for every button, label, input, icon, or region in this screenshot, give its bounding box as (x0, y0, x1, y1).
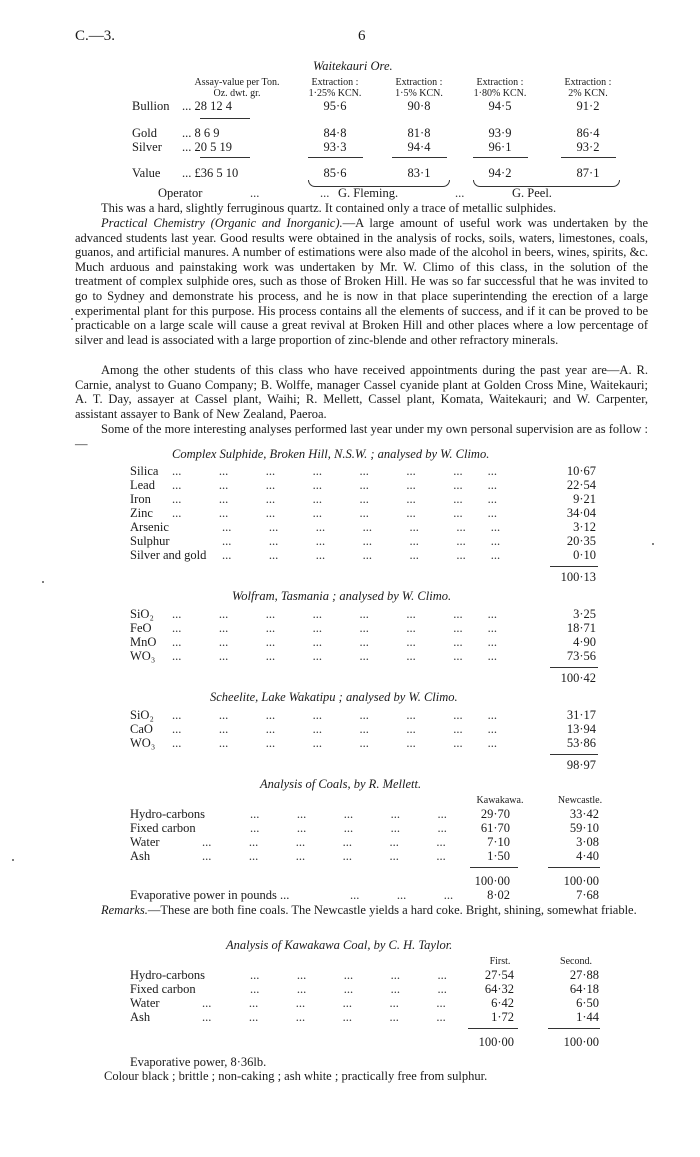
practical-heading: Practical Chemistry (Organic and Inorganic). (101, 216, 343, 230)
divider (473, 157, 528, 158)
leader-dots: ... ... ... ... ... ... (202, 835, 446, 849)
leader-dots: ... ... ... ... ... ... ... ... (172, 464, 497, 478)
leader-dots: ... ... ... ... ... ... ... ... (172, 649, 497, 663)
leader-dots: ... ... ... ... ... ... (202, 996, 446, 1010)
cell-value: 3·08 (576, 835, 599, 849)
leader-dots: ... ... ... ... ... (250, 968, 447, 982)
margin-mark (12, 859, 14, 861)
col-header-ext3: Extraction : 1·80% KCN. (473, 77, 527, 99)
row-value: 34·04 (566, 506, 596, 520)
cell-value: 94·2 (488, 166, 512, 180)
total-value: 98·97 (566, 758, 596, 772)
practical-text: —A large amount of useful work was undertaken by the advanced students last year. Good results were obtained in the analysis of rocks, soils, waters, limestones, coals, guanos, and artificial manures. A number of estimations were also made of the alcohol in beers, wines, spirits, &c. Much arduous and painstaking work was undertaken by Mr. W. Climo of this class, in the solution of the treatment of complex sulphide ores, such as those of Broken Hill. He was so far successful that he was invited to go to Sydney and demonstrate his process, and he is now in that place superintending the erection of a large experimental plant for this purpose. His process contains all the elements of success, and if it can be proved to be practicable on a large scale will cause a great revival at Broken Hill and other places where a low percentage of silver and lead is associated with a large proportion of zinc-blende and other refractory minerals. (75, 216, 648, 347)
cell-value: 85·6 (323, 166, 347, 180)
cell-value: 83·1 (407, 166, 431, 180)
total-value: 100·00 (563, 874, 599, 888)
divider (200, 118, 250, 119)
cell-value: 61·70 (480, 821, 510, 835)
col-header-ext4: Extraction : 2% KCN. (564, 77, 612, 99)
remarks-text: —These are both fine coals. The Newcastle yields a hard coke. Bright, shining, somewhat friable. (147, 903, 637, 917)
col-header-second: Second. (560, 956, 592, 967)
divider (200, 157, 250, 158)
cell-value: 64·18 (569, 982, 599, 996)
cell-value: 4·40 (576, 849, 599, 863)
cell-value: 90·8 (407, 99, 431, 113)
cell-value: 87·1 (576, 166, 600, 180)
leader-dots: ... ... ... ... ... ... ... (222, 520, 501, 534)
waitekauri-title: Waitekauri Ore. (313, 59, 393, 73)
cell-value: 86·4 (576, 126, 600, 140)
remarks-heading: Remarks. (101, 903, 148, 917)
leader-dots: ... (250, 186, 260, 200)
divider (550, 754, 598, 755)
col-header-first: First. (489, 956, 511, 967)
row-label: Fixed carbon (130, 982, 196, 996)
row-value: 22·54 (566, 478, 596, 492)
row-label: Value (132, 166, 161, 180)
row-value: 10·67 (566, 464, 596, 478)
evaporative-value: 8·02 (487, 888, 510, 902)
kawakawa-colour: Colour black ; brittle ; non-caking ; ash white ; practically free from sulphur. (104, 1069, 488, 1083)
row-label: Water (130, 996, 160, 1010)
col-header-ext1: Extraction : 1·25% KCN. (308, 77, 362, 99)
cell-value: 7·10 (487, 835, 510, 849)
leader-dots: ... ... ... ... ... ... ... ... (172, 478, 497, 492)
cell-value: 6·50 (576, 996, 599, 1010)
leader-dots: ... ... ... ... ... ... ... (222, 534, 501, 548)
divider (470, 867, 518, 868)
kawakawa-title: Analysis of Kawakawa Coal, by C. H. Taylor. (226, 938, 453, 952)
cell-value: 84·8 (323, 126, 347, 140)
cell-value: 94·5 (488, 99, 512, 113)
row-value: 9·21 (573, 492, 596, 506)
row-label: Silica (130, 464, 159, 478)
leader-dots: ... ... ... ... ... (250, 807, 447, 821)
leader-dots: ... ... ... ... ... ... ... ... (172, 607, 497, 621)
col-header-newcastle: Newcastle. (557, 795, 603, 806)
row-value: 73·56 (566, 649, 596, 663)
leader-dots: ... (455, 186, 465, 200)
kawakawa-evaporative: Evaporative power, 8·36lb. (130, 1055, 267, 1069)
margin-mark (652, 543, 654, 545)
row-label: Water (130, 835, 160, 849)
leader-dots: ... ... ... ... ... ... (202, 849, 446, 863)
assay-value: ... 8 6 9 (182, 126, 220, 140)
row-label: Gold (132, 126, 157, 140)
cell-value: 6·42 (491, 996, 514, 1010)
row-label: Ash (130, 849, 151, 863)
leader-dots: ... ... ... ... ... ... ... ... (172, 492, 497, 506)
operator-label: Operator (158, 186, 203, 200)
row-label: Hydro-carbons (130, 968, 205, 982)
row-label: SiO₂ (130, 708, 154, 722)
row-label: Ash (130, 1010, 151, 1024)
row-label: WO₃ (130, 649, 156, 663)
divider (392, 157, 447, 158)
page-number: 6 (358, 28, 366, 44)
col-header-kawakawa: Kawakawa. (476, 795, 524, 806)
cell-value: 91·2 (576, 99, 600, 113)
leader-dots: ... ... ... ... ... ... ... ... (172, 506, 497, 520)
coals-title: Analysis of Coals, by R. Mellett. (260, 777, 422, 791)
cell-value: 29·70 (480, 807, 510, 821)
cell-value: 93·3 (323, 140, 347, 154)
row-label: SiO₂ (130, 607, 154, 621)
divider (550, 667, 598, 668)
row-value: 20·35 (566, 534, 596, 548)
leader-dots: ... ... ... ... ... (250, 821, 447, 835)
leader-dots: ... ... ... ... ... ... ... ... (172, 708, 497, 722)
row-label: Iron (130, 492, 151, 506)
row-label: Bullion (132, 99, 170, 113)
cell-value: 1·44 (576, 1010, 599, 1024)
row-label: Silver (132, 140, 162, 154)
cell-value: 94·4 (407, 140, 431, 154)
row-label: CaO (130, 722, 153, 736)
cell-value: 64·32 (484, 982, 514, 996)
cell-value: 95·6 (323, 99, 347, 113)
operator-name: G. Fleming. (338, 186, 399, 200)
cell-value: 1·72 (491, 1010, 514, 1024)
row-label: Silver and gold (130, 548, 207, 562)
leader-dots: ... ... ... ... ... ... ... ... (172, 635, 497, 649)
scheelite-title: Scheelite, Lake Wakatipu ; analysed by W. Climo. (210, 690, 458, 704)
leader-dots: ... ... ... ... ... ... ... (222, 548, 501, 562)
cell-value: 1·50 (487, 849, 510, 863)
col-header-ext2: Extraction : 1·5% KCN. (395, 77, 443, 99)
cell-value: 59·10 (569, 821, 599, 835)
row-label: Zinc (130, 506, 153, 520)
margin-mark (71, 318, 73, 320)
total-value: 100·00 (474, 874, 510, 888)
cell-value: 93·2 (576, 140, 600, 154)
row-label: Arsenic (130, 520, 169, 534)
divider (548, 867, 600, 868)
row-value: 13·94 (566, 722, 596, 736)
waitekauri-note: This was a hard, slightly ferruginous quartz. It contained only a trace of metallic sulphides. (101, 201, 557, 215)
leader-dots: ... ... ... ... ... (250, 982, 447, 996)
row-label: Lead (130, 478, 155, 492)
appointments-paragraph: Among the other students of this class who have received appointments during the past year are—A. R. Carnie, analyst to Guano Company; B. Wolffe, manager Cassel cyanide plant at Golden Cross Mine, Waitekauri; A. T. Day, assayer at Cassel plant, Waihi; R. Mellett, Cassel plant, Komata, Waitekauri; and W. Carpenter, assistant assayer to Bank of New Zealand, Paeroa. (75, 363, 648, 421)
analyses-intro: Some of the more interesting analyses performed last year under my own personal supervision are as follow :— (75, 422, 648, 451)
leader-dots: ... ... ... ... ... ... (202, 1010, 446, 1024)
operator-name: G. Peel. (512, 186, 552, 200)
row-label: Sulphur (130, 534, 170, 548)
coals-remarks (75, 903, 648, 918)
leader-dots: ... ... ... ... ... ... ... ... (172, 736, 497, 750)
cell-value: 93·9 (488, 126, 512, 140)
cell-value: 33·42 (569, 807, 599, 821)
row-value: 31·17 (566, 708, 596, 722)
row-label: FeO (130, 621, 152, 635)
complex-title: Complex Sulphide, Broken Hill, N.S.W. ; analysed by W. Climo. (172, 447, 490, 461)
practical-paragraph (75, 216, 648, 347)
row-label: Hydro-carbons (130, 807, 205, 821)
divider (468, 1028, 518, 1029)
row-label: MnO (130, 635, 157, 649)
row-value: 3·25 (573, 607, 596, 621)
total-value: 100·13 (560, 570, 596, 584)
assay-value: ... £36 5 10 (182, 166, 239, 180)
row-value: 4·90 (573, 635, 596, 649)
assay-value: ... 28 12 4 (182, 99, 232, 113)
assay-value: ... 20 5 19 (182, 140, 232, 154)
cell-value: 27·54 (484, 968, 514, 982)
cell-value: 96·1 (488, 140, 512, 154)
row-value: 53·86 (566, 736, 596, 750)
cell-value: 27·88 (569, 968, 599, 982)
margin-mark (42, 581, 44, 583)
leader-dots: ... (320, 186, 330, 200)
divider (550, 566, 598, 567)
row-label: Fixed carbon (130, 821, 196, 835)
total-value: 100·42 (560, 671, 596, 685)
total-value: 100·00 (478, 1035, 514, 1049)
col-header-assay: Assay-value per Ton. Oz. dwt. gr. (194, 77, 280, 99)
row-value: 18·71 (566, 621, 596, 635)
leader-dots: ... ... ... (350, 888, 454, 902)
row-value: 3·12 (573, 520, 596, 534)
cell-value: 81·8 (407, 126, 431, 140)
page-reference: C.—3. (75, 28, 116, 44)
total-value: 100·00 (563, 1035, 599, 1049)
leader-dots: ... ... ... ... ... ... ... ... (172, 621, 497, 635)
leader-dots: ... ... ... ... ... ... ... ... (172, 722, 497, 736)
evaporative-value: 7·68 (576, 888, 599, 902)
row-label: WO₃ (130, 736, 156, 750)
divider (548, 1028, 600, 1029)
row-value: 0·10 (573, 548, 596, 562)
wolfram-title: Wolfram, Tasmania ; analysed by W. Climo. (232, 589, 452, 603)
divider (308, 157, 363, 158)
evaporative-label: Evaporative power in pounds ... (130, 888, 290, 902)
divider (561, 157, 616, 158)
